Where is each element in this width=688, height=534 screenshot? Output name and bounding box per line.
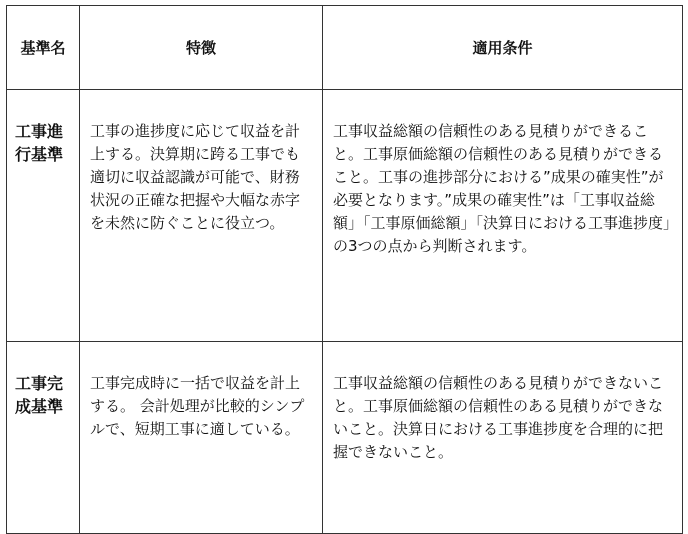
row-name-cell: 工事進行基準 — [7, 90, 80, 342]
comparison-table-container — [6, 5, 682, 470]
table-row — [7, 90, 683, 342]
header-name: 基準名 — [7, 6, 80, 90]
header-feature: 特徴 — [80, 6, 323, 90]
comparison-table — [6, 5, 683, 534]
row-condition-cell: 工事収益総額の信頼性のある見積りができないこと。工事原価総額の信頼性のある見積りができないこと。決算日における工事進捗度を合理的に把握できないこと。 — [323, 342, 683, 534]
table-header-row — [7, 6, 683, 90]
row-condition-cell: 工事収益総額の信頼性のある見積りができること。工事原価総額の信頼性のある見積りができること。工事の進捗部分における”成果の確実性”が必要となります。”成果の確実性”は「工事収益総額」「工事原価総額」「決算日における工事進捗度」の3つの点から判断されます。 — [323, 90, 683, 342]
row-name-cell: 工事完成基準 — [7, 342, 80, 534]
header-condition: 適用条件 — [323, 6, 683, 90]
row-feature-cell: 工事完成時に一括で収益を計上する。 会計処理が比較的シンプルで、短期工事に適している。 — [80, 342, 323, 534]
table-row — [7, 342, 683, 534]
row-feature-cell: 工事の進捗度に応じて収益を計上する。決算期に跨る工事でも適切に収益認識が可能で、財務状況の正確な把握や大幅な赤字を未然に防ぐことに役立つ。 — [80, 90, 323, 342]
